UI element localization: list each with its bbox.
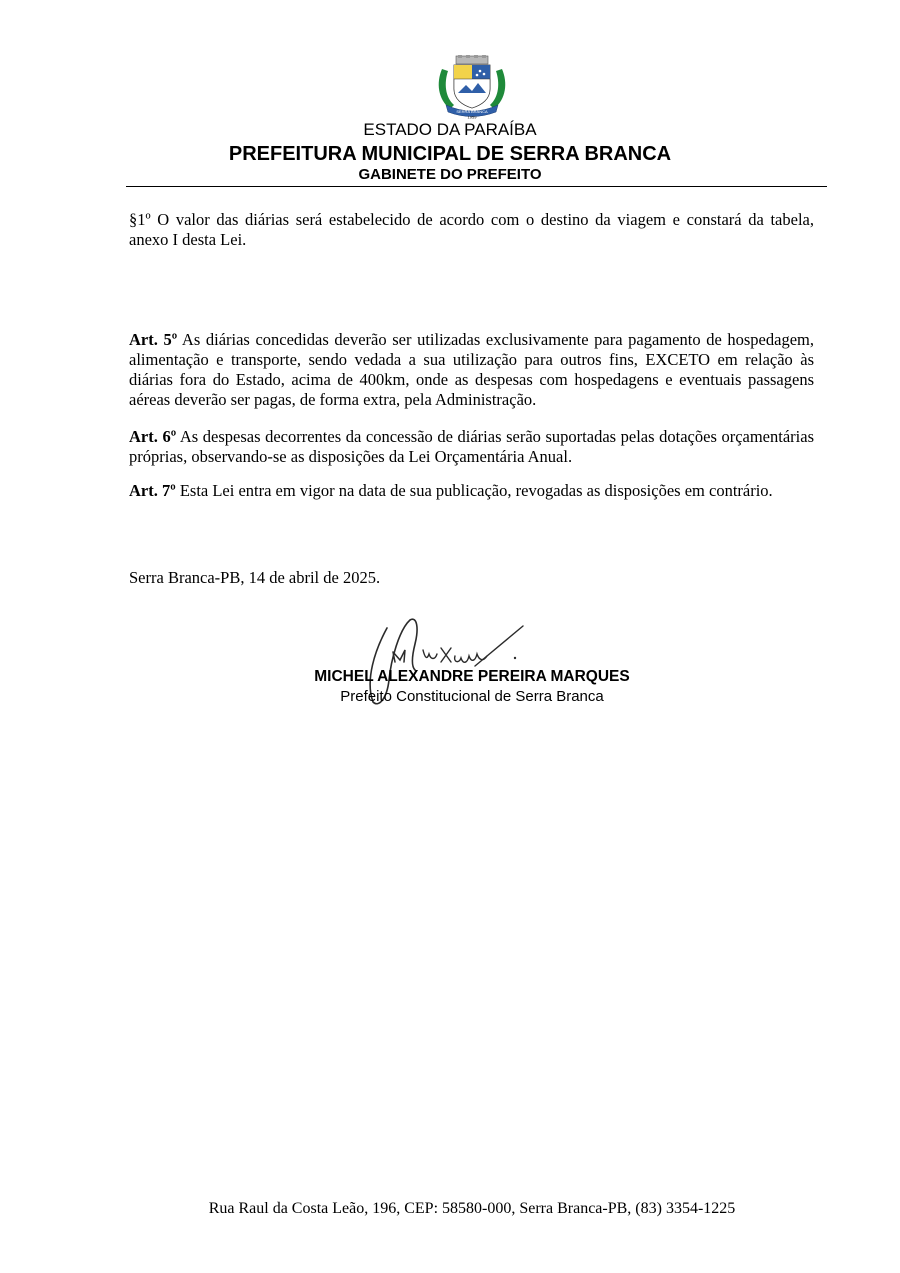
crest-year: 1959 (467, 114, 477, 119)
article-6-text: As despesas decorrentes da concessão de diárias serão suportadas pelas dotações orçamentárias próprias, observando-se as disposições da Lei Orçamentária Anual. (129, 427, 814, 466)
crest-ribbon-text: SERRA BRANCA (456, 109, 488, 114)
footer-address: Rua Raul da Costa Leão, 196, CEP: 58580-000, Serra Branca-PB, (83) 3354-1225 (208, 1200, 736, 1217)
article-7 (129, 481, 814, 501)
signatory-name: MICHEL ALEXANDRE PEREIRA MARQUES (314, 668, 630, 685)
header-state: ESTADO DA PARAÍBA (363, 120, 537, 139)
article-5-label: Art. 5º (129, 330, 178, 349)
dateline: Serra Branca-PB, 14 de abril de 2025. (129, 568, 381, 587)
article-5 (129, 330, 814, 410)
article-7-label: Art. 7º (129, 481, 176, 500)
article-5-text: As diárias concedidas deverão ser utilizadas exclusivamente para pagamento de hospedagem, alimentação e transporte, sendo vedada a sua utilização para outros fins, EXCETO em relação às diárias fora do Estado, acima de 400km, onde as despesas com hospedagens e eventuais passagens aéreas deverão ser pagas, de forma extra, pela Administração. (129, 330, 814, 409)
header-divider (126, 186, 827, 187)
article-7-text: Esta Lei entra em vigor na data de sua publicação, revogadas as disposições em contrário. (175, 481, 773, 500)
header-office: GABINETE DO PREFEITO (358, 166, 542, 183)
signatory-title: Prefeito Constitucional de Serra Branca (340, 688, 604, 705)
article-6-label: Art. 6º (129, 427, 177, 446)
header-city-hall: PREFEITURA MUNICIPAL DE SERRA BRANCA (228, 143, 672, 165)
article-6 (129, 427, 814, 467)
paragraph-1: §1º O valor das diárias será estabelecido de acordo com o destino da viagem e constará da tabela, anexo I desta Lei. (129, 210, 814, 249)
coat-of-arms-icon (436, 55, 508, 119)
